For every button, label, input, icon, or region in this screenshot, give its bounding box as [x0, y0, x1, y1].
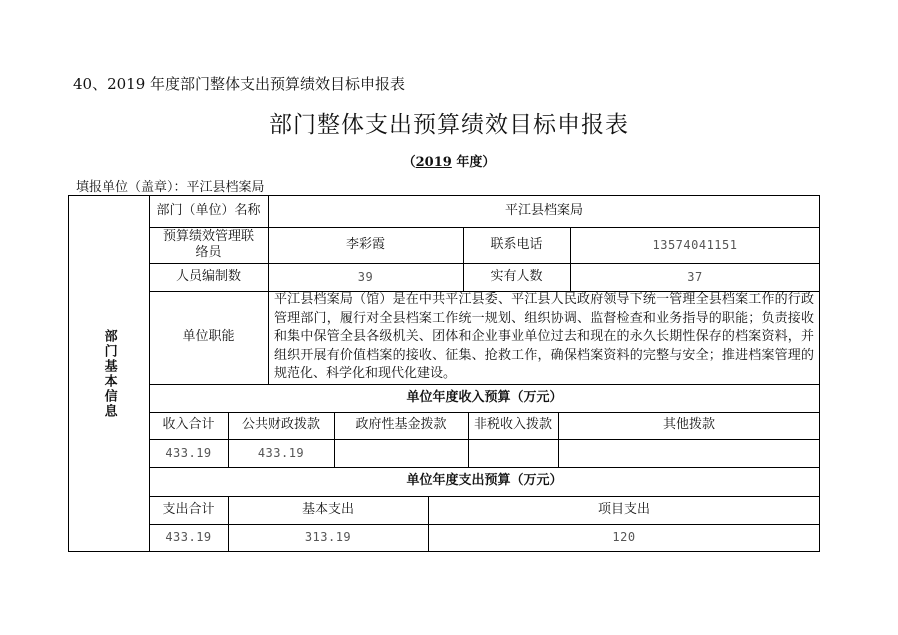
income-header-gov-fund: 政府性基金拨款: [355, 417, 447, 433]
expense-value-project: 120: [612, 530, 636, 544]
phone-label: 联系电话: [490, 236, 543, 252]
section-label: 部门基本信息: [101, 328, 117, 419]
expense-header-total: 支出合计: [162, 501, 215, 517]
duty-description: 平江县档案局（馆）是在中共平江县委、平江县人民政府领导下统一管理全县档案工作的行政管理部门，履行对全县档案工作统一规划、组织协调、监督检查和业务指导的职能；负责接收和集中保管全县各级机关、团体和企业事业单位过去和现在的永久长期性保存的档案资料，并组织开展有价值档案的接收、征集、抢救工作，确保档案资料的完整与安全；推进档案管理的规范化、科学化和现代化建设。: [274, 292, 814, 382]
dept-name-label: 部门（单位）名称: [156, 202, 261, 218]
budget-performance-table: [68, 195, 820, 552]
year-close: 年度）: [451, 155, 496, 170]
income-budget-title: 单位年度收入预算（万元）: [406, 389, 563, 405]
income-header-public-finance: 公共财政拨款: [241, 417, 320, 433]
expense-header-project: 项目支出: [597, 501, 650, 517]
expense-header-basic: 基本支出: [301, 501, 354, 517]
expense-value-total: 433.19: [165, 530, 212, 544]
income-value-other: [558, 439, 820, 467]
income-value-gov-fund: [334, 439, 468, 467]
actual-staff-label: 实有人数: [490, 268, 543, 284]
reporting-unit: 填报单位（盖章）：平江县档案局: [76, 180, 265, 195]
dept-name-value: 平江县档案局: [504, 202, 583, 218]
income-value-public-finance: 433.19: [257, 445, 305, 460]
year-open: （: [402, 155, 416, 170]
income-value-non-tax: [468, 439, 558, 467]
income-header-other: 其他拨款: [662, 417, 715, 433]
page-title: 部门整体支出预算绩效目标申报表: [269, 112, 629, 138]
actual-staff-value: 37: [687, 269, 703, 284]
expense-value-basic: 313.19: [304, 530, 352, 544]
income-header-non-tax: 非税收入拨款: [473, 417, 552, 433]
fiscal-year: [0, 151, 898, 170]
income-header-total: 收入合计: [162, 417, 215, 433]
staff-quota-label: 人员编制数: [175, 268, 241, 284]
contact-label: 预算绩效管理联络员: [163, 228, 255, 260]
duty-label: 单位职能: [182, 329, 235, 345]
year-value: 2019: [415, 155, 452, 170]
contact-value: 李彩霞: [345, 236, 385, 252]
staff-quota-value: 39: [357, 269, 374, 284]
document-heading: 40、2019 年度部门整体支出预算绩效目标申报表: [73, 75, 406, 93]
table-border-bottom: [68, 551, 820, 552]
phone-value: 13574041151: [652, 237, 738, 252]
income-value-total: 433.19: [165, 445, 212, 460]
expense-budget-title: 单位年度支出预算（万元）: [406, 473, 563, 489]
